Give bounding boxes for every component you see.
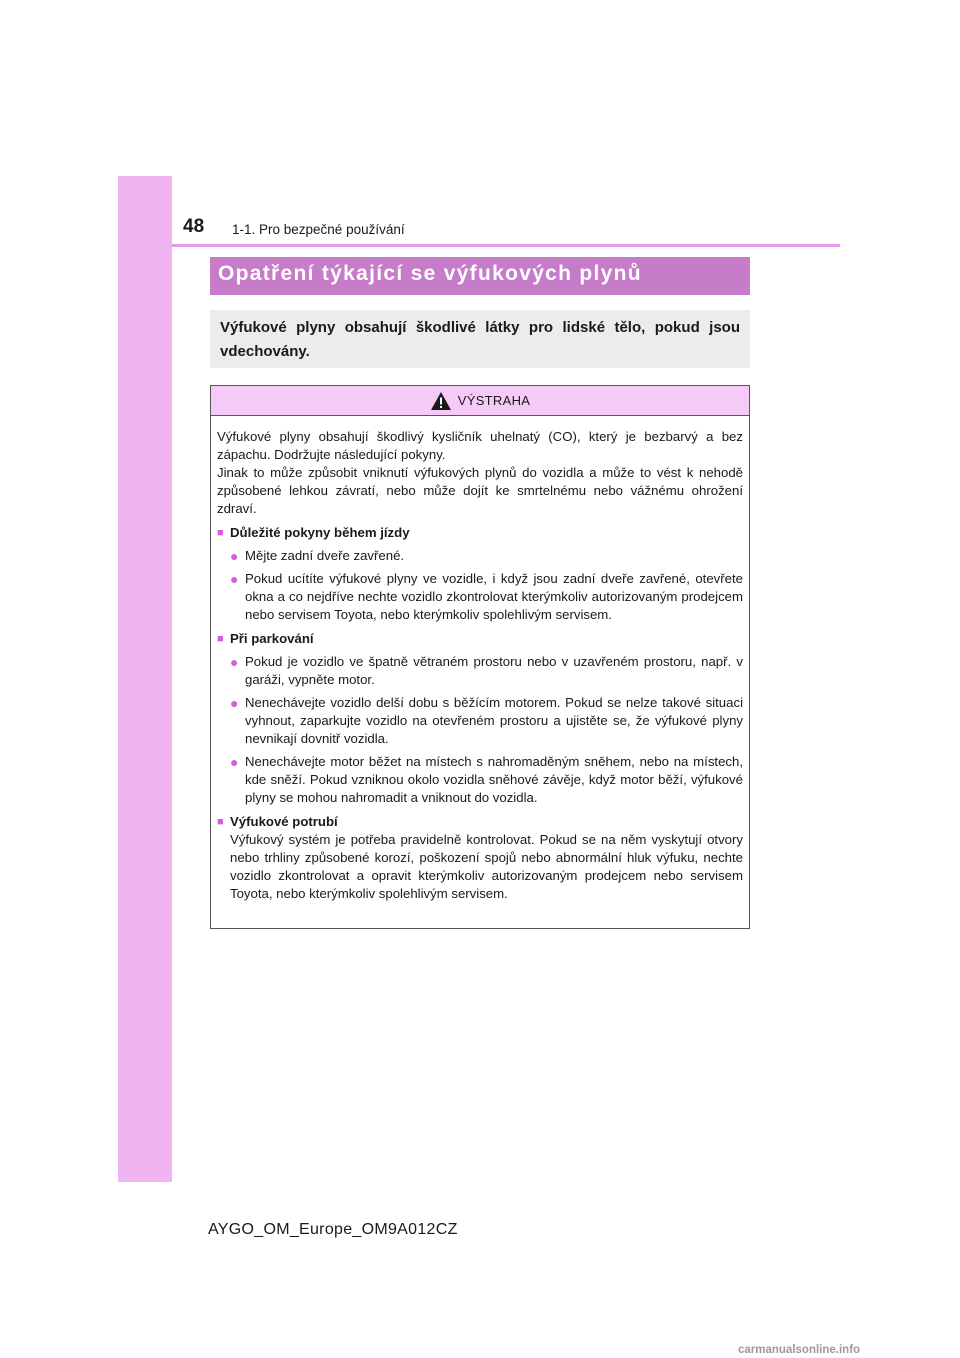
list-item-text: Pokud ucítíte výfukové plyny ve vozidle, i když jsou zadní dveře zavřené, otevřete okna a co nejdříve nechte vozidlo zkontrolovat kterýmkoliv autorizovaným prodejcem nebo servisem Toyota, nebo kterýmkoliv spolehlivým servisem.: [245, 571, 743, 622]
list-item: [217, 753, 743, 807]
round-bullet-icon: ●: [230, 695, 239, 711]
section-paragraph: Výfukový systém je potřeba pravidelně kontrolovat. Pokud se na něm vyskytují otvory nebo trhliny způsobené korozí, poškození spojů nebo abnormální hluk výfuku, nechte vozidlo zkontrolovat a opravit kterýmkoliv autorizovaným prodejcem nebo servisem Toyota, nebo kterýmkoliv spolehlivým servisem.: [230, 832, 743, 901]
list-item-text: Nenechávejte vozidlo delší dobu s běžícím motorem. Pokud se nelze takové situaci vyhnout, zaparkujte vozidlo na otevřeném prostoru a ujistěte se, že výfukové plyny nevnikají dovnitř vozidla.: [245, 695, 743, 746]
side-tab-band: [118, 176, 172, 1182]
round-bullet-icon: ●: [230, 571, 239, 587]
list-item-text: Pokud je vozidlo ve špatně větraném prostoru nebo v uzavřeném prostoru, např. v garáži, vypněte motor.: [245, 654, 743, 687]
section-title-text: Důležité pokyny během jízdy: [230, 525, 410, 540]
page-number: 48: [183, 216, 205, 237]
warning-box: [210, 385, 750, 929]
header-rule: [172, 244, 840, 247]
section-title: 1-1. Pro bezpečné používání: [232, 222, 405, 237]
list-item: [217, 570, 743, 624]
list-item-text: Mějte zadní dveře zavřené.: [245, 548, 405, 563]
footer-code: AYGO_OM_Europe_OM9A012CZ: [208, 1221, 458, 1238]
list-item: [217, 547, 743, 565]
warning-triangle-icon: [430, 391, 452, 411]
list-item: [217, 653, 743, 689]
square-bullet-icon: ■: [217, 816, 224, 828]
warning-header: [211, 386, 749, 416]
warning-paragraph: Jinak to může způsobit vniknutí výfukových plynů do vozidla a může to vést k nehodě způsobené lehkou závratí, nebo může dojít ke smrtelnému nebo vážnému ohrožení zdraví.: [217, 465, 743, 516]
watermark: carmanualsonline.info: [738, 1344, 861, 1356]
section-title-text: Výfukové potrubí: [230, 814, 338, 829]
section-heading: [217, 630, 743, 648]
heading-bar: [210, 257, 750, 295]
warning-body: [211, 416, 749, 903]
page-heading: Opatření týkající se výfukových plynů: [218, 262, 642, 285]
list-item: [217, 694, 743, 748]
section-heading: [217, 813, 743, 831]
square-bullet-icon: ■: [217, 633, 224, 645]
warning-label: VÝSTRAHA: [457, 393, 531, 408]
round-bullet-icon: ●: [230, 548, 239, 564]
round-bullet-icon: ●: [230, 754, 239, 770]
square-bullet-icon: ■: [217, 527, 224, 539]
list-item-text: Nenechávejte motor běžet na místech s nahromaděným sněhem, nebo na místech, kde sněží. Pokud vzniknou okolo vozidla sněhové závěje, když motor běží, výfukové plyny se mohou nahromadit a vniknout do vozidla.: [245, 754, 743, 805]
section-title-text: Při parkování: [230, 631, 314, 646]
warning-paragraph: Výfukové plyny obsahují škodlivý kysličník uhelnatý (CO), který je bezbarvý a bez zápachu. Dodržujte následující pokyny.: [217, 429, 743, 462]
round-bullet-icon: ●: [230, 654, 239, 670]
section-heading: [217, 524, 743, 542]
intro-box: Výfukové plyny obsahují škodlivé látky pro lidské tělo, pokud jsou vdechovány.: [210, 310, 750, 368]
